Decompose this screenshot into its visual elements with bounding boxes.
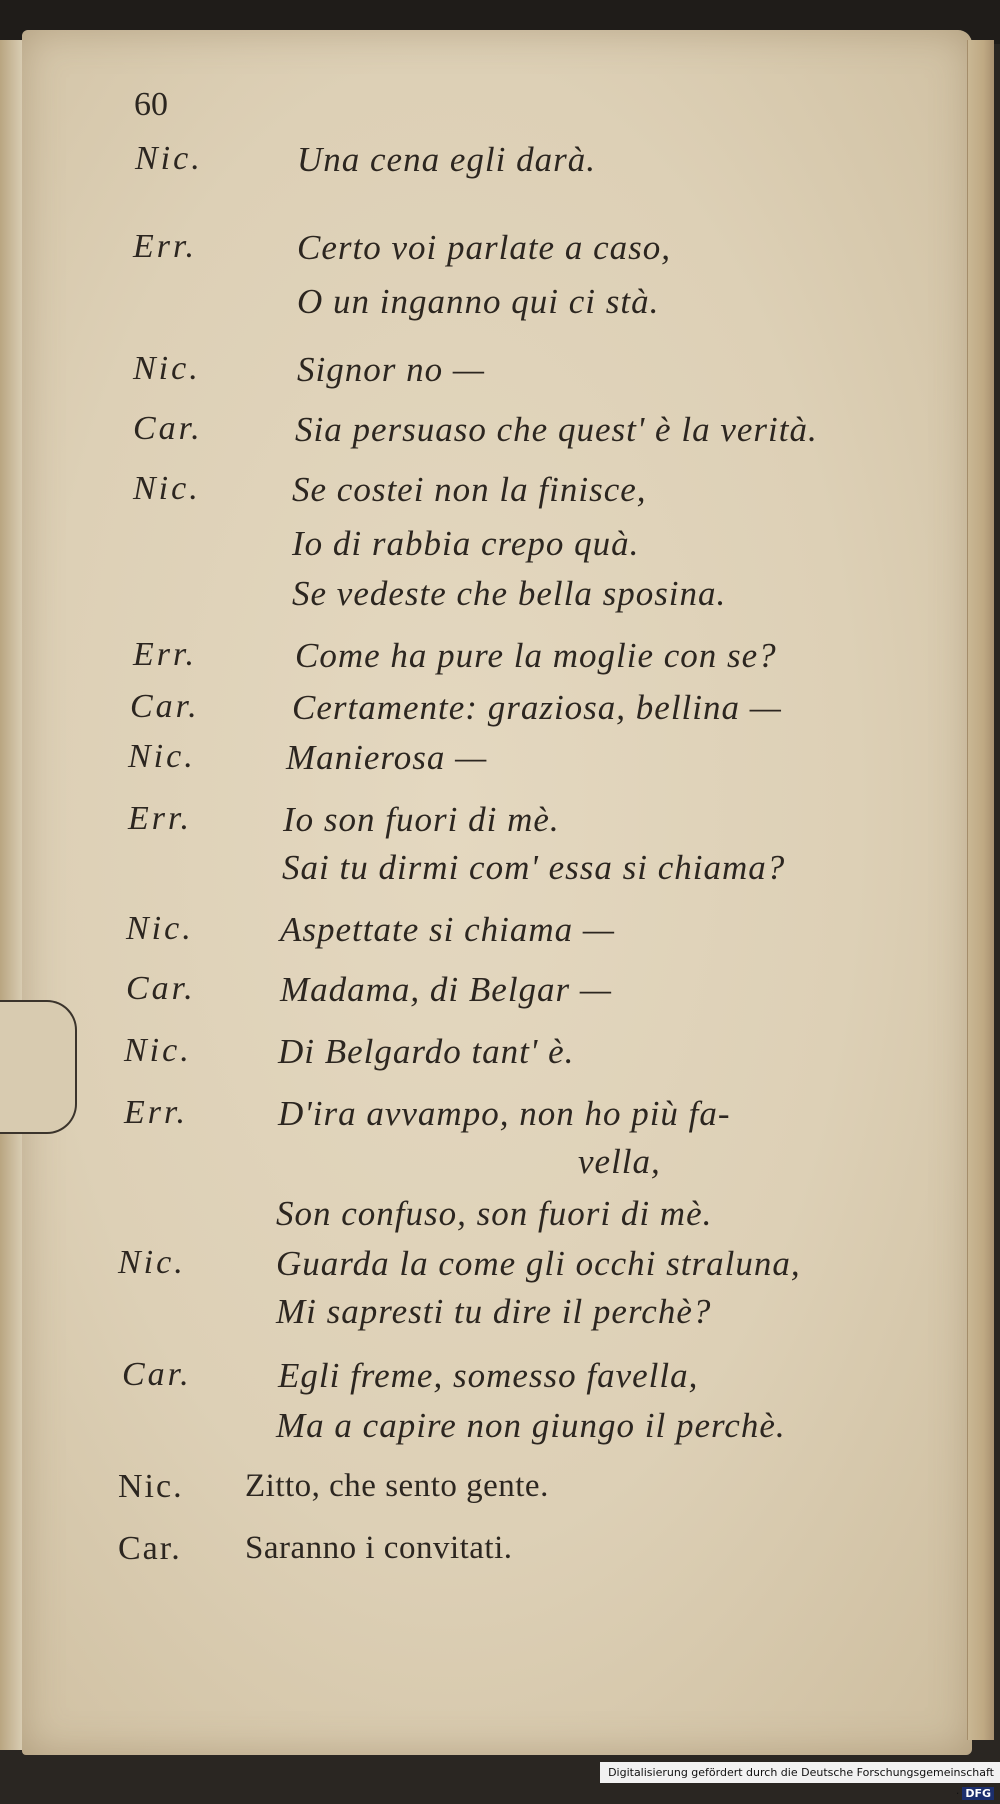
dialogue-line — [0, 1356, 1000, 1404]
line-text: Certamente: graziosa, bellina — — [292, 688, 782, 727]
line-text: Manierosa — — [286, 738, 488, 777]
speaker-label: Err. — [128, 800, 192, 837]
dialogue-line — [0, 1292, 1000, 1340]
speaker-label: Err. — [124, 1094, 188, 1131]
line-text: Di Belgardo tant' è. — [278, 1032, 575, 1071]
line-text: Madama, di Belgar — — [280, 970, 613, 1009]
dialogue-line — [0, 636, 1000, 684]
dialogue-line — [0, 848, 1000, 896]
dialogue-line — [0, 282, 1000, 330]
line-text: O un inganno qui ci stà. — [297, 282, 660, 321]
dialogue-line — [0, 350, 1000, 398]
speaker-label: Nic. — [118, 1468, 184, 1505]
dialogue-line — [0, 738, 1000, 786]
dialogue-line — [0, 410, 1000, 458]
dialogue-line — [0, 228, 1000, 276]
line-text: Signor no — — [297, 350, 485, 389]
speaker-label: Car. — [126, 970, 196, 1007]
dialogue-line — [0, 140, 1000, 188]
line-text: Sia persuaso che quest' è la verità. — [295, 410, 818, 449]
speaker-label: Car. — [133, 410, 203, 447]
line-text: Mi sapresti tu dire il perchè? — [276, 1292, 712, 1331]
speaker-label: Car. — [122, 1356, 192, 1393]
dialogue-line — [0, 1194, 1000, 1242]
speaker-label: Nic. — [118, 1244, 186, 1281]
speaker-label: Err. — [133, 228, 197, 265]
dialogue-line — [0, 800, 1000, 848]
line-text: D'ira avvampo, non ho più fa- — [278, 1094, 731, 1133]
line-text: vella, — [578, 1142, 661, 1181]
dfg-logo: DFG — [962, 1787, 994, 1800]
speaker-label: Err. — [133, 636, 197, 673]
speaker-label: Nic. — [133, 350, 201, 387]
footer-text: Digitalisierung gefördert durch die Deutsche Forschungsgemeinschaft · — [608, 1766, 994, 1800]
dialogue-line — [0, 970, 1000, 1018]
dialogue-line — [0, 470, 1000, 518]
dialogue-line — [0, 1530, 1000, 1578]
speaker-label: Nic. — [128, 738, 196, 775]
page-number: 60 — [134, 86, 168, 123]
line-text: Sai tu dirmi com' essa si chiama? — [282, 848, 786, 887]
dialogue-line — [0, 1142, 1000, 1190]
dialogue-line — [0, 1094, 1000, 1142]
line-text: Saranno i convitati. — [245, 1530, 513, 1566]
dialogue-line — [0, 910, 1000, 958]
line-text: Son confuso, son fuori di mè. — [276, 1194, 713, 1233]
dialogue-line — [0, 1406, 1000, 1454]
line-text: Io son fuori di mè. — [283, 800, 560, 839]
dialogue-line — [0, 574, 1000, 622]
line-text: Una cena egli darà. — [297, 140, 596, 179]
speaker-label: Car. — [118, 1530, 182, 1567]
speaker-label: Nic. — [133, 470, 201, 507]
speaker-label: Nic. — [135, 140, 203, 177]
digitization-footer — [600, 1762, 1000, 1800]
dialogue-line — [0, 1032, 1000, 1080]
line-text: Aspettate si chiama — — [280, 910, 615, 949]
line-text: Come ha pure la moglie con se? — [295, 636, 777, 675]
speaker-label: Nic. — [124, 1032, 192, 1069]
dialogue-line — [0, 524, 1000, 572]
dialogue-line — [0, 688, 1000, 736]
line-text: Zitto, che sento gente. — [245, 1468, 549, 1504]
line-text: Se vedeste che bella sposina. — [292, 574, 727, 613]
line-text: Certo voi parlate a caso, — [297, 228, 671, 267]
line-text: Guarda la come gli occhi straluna, — [276, 1244, 801, 1283]
line-text: Egli freme, somesso favella, — [278, 1356, 699, 1395]
line-text: Se costei non la finisce, — [292, 470, 647, 509]
dialogue-line — [0, 1244, 1000, 1292]
speaker-label: Nic. — [126, 910, 194, 947]
line-text: Io di rabbia crepo quà. — [292, 524, 640, 563]
dialogue-line — [0, 1468, 1000, 1516]
speaker-label: Car. — [130, 688, 200, 725]
line-text: Ma a capire non giungo il perchè. — [276, 1406, 786, 1445]
